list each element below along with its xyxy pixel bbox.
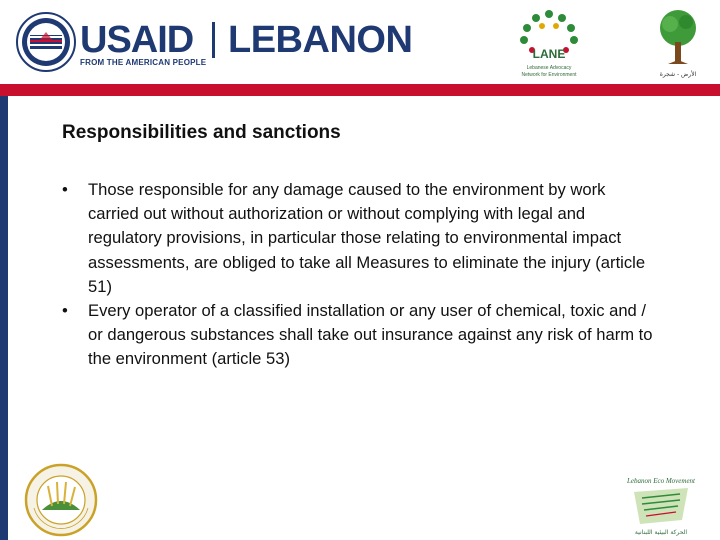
tree-logo — [652, 6, 704, 80]
usaid-wordmark: USAID — [80, 19, 194, 61]
bullet-item — [60, 299, 660, 372]
bullet-text: Those responsible for any damage caused to the environment by work carried out without authorization or without complying with legal and regulatory provisions, in particular those relating to environmental impact assessments, are obliged to take all Measures to eliminate the injury (article 51) — [88, 180, 646, 296]
bullet-item — [60, 178, 660, 299]
wordmark-divider — [212, 22, 215, 58]
usaid-seal-logo — [16, 12, 76, 72]
slide-title: Responsibilities and sanctions — [62, 122, 341, 143]
lebanon-wordmark: LEBANON — [228, 19, 413, 61]
bullet-dot-icon: • — [62, 301, 68, 321]
header — [0, 0, 720, 84]
svg-text:Lebanese Advocacy: Lebanese Advocacy — [526, 65, 572, 71]
eco-arabic-text: الحركة البيئية اللبنانية — [634, 529, 688, 536]
bullet-dot-icon: • — [62, 180, 68, 199]
bullet-text: Every operator of a classified installation or any user of chemical, toxic and / or dangerous substances shall take out insurance against any risk of harm to the environment (article 53) — [88, 301, 653, 369]
bullet-list — [60, 178, 660, 372]
university-logo — [24, 462, 98, 538]
eco-movement-logo — [622, 474, 700, 538]
svg-text:Lebanon Eco Movement: Lebanon Eco Movement — [626, 477, 696, 485]
svg-text:Network for Environment: Network for Environment — [521, 72, 577, 78]
tree-caption: الأرض - شجرة — [659, 71, 697, 78]
left-blue-rule — [0, 96, 8, 540]
usaid-tagline: FROM THE AMERICAN PEOPLE — [80, 58, 207, 67]
lane-text: LANE — [532, 47, 566, 61]
lane-logo — [508, 6, 590, 80]
header-red-band — [0, 84, 720, 96]
